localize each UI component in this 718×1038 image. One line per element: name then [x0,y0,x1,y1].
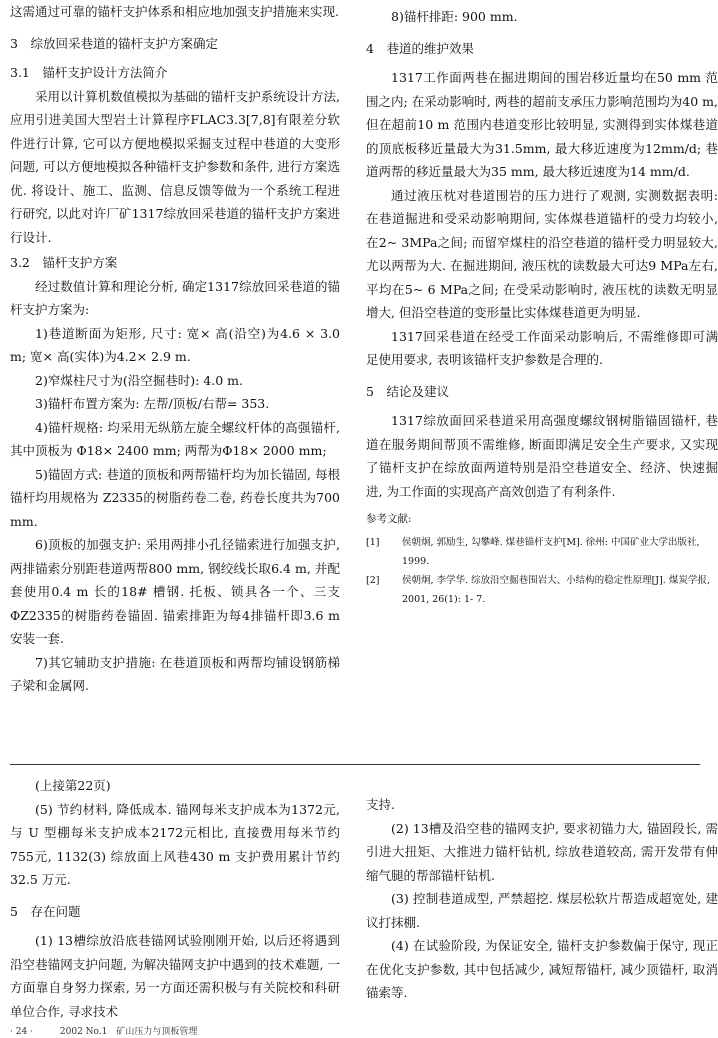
section-5-paragraph: 1317综放面回采巷道采用高强度螺纹钢树脂锚固锚杆, 巷道在服务期间帮顶不需维修, 断面即满足安全生产要求, 又实现了锚杆支护在综放面两道特别是沿空巷道安全、经济、快速掘进, 为工作面的实现高产高效创造了有利条件. [366,413,718,499]
section-4-paragraph-1: 1317工作面两巷在掘进期间的围岩移近量均在50 mm 范围之内; 在采动影响时, 两巷的超前支承压力影响范围均为40 m, 但在超前10 m 范围内巷道变形比较明显, 实测得到实体煤巷道的顶底板移近量最大为31.5mm, 最大移近速度为12mm/d; 巷道两帮的移近量最大为35 mm, 最大移近速度为14 mm/d. [366,70,718,179]
list-item: 4)锚杆规格: 均采用无纵筋左旋全螺纹杆体的高强锚杆, 其中顶板为 Φ18× 2400 mm; 两帮为Φ18× 2000 mm; [10,419,340,458]
section-3-2-paragraph: 经过数值计算和理论分析, 确定1317综放回采巷道的锚杆支护方案为: [10,278,340,317]
section-3-1-heading: 3.1 锚杆支护设计方法简介 [10,65,168,80]
section-5-heading: 5 结论及建议 [366,383,449,399]
right-column [366,5,718,609]
paragraph-continuation: 支持. [366,797,395,812]
reference-item [366,571,718,609]
list-item: 3)锚杆布置方案为: 左帮/顶板/右帮= 353. [35,396,270,411]
reference-text: 侯朝炯, 郭励生, 勾攀峰. 煤巷锚杆支护[M]. 徐州: 中国矿业大学出版社, 1999. [402,537,700,567]
problem-2-paragraph: (2) 13槽及沿空巷的锚网支护, 要求初锚力大, 锚固段长, 需引进大扭矩、大推进力锚杆钻机, 综放巷道较高, 需开发带有伸缩气腿的帮部锚杆钻机. [366,820,718,883]
reference-item [366,533,718,571]
list-item: 7)其它辅助支护措施: 在巷道顶板和两帮均铺设钢筋梯子梁和金属网. [10,654,340,693]
list-item: 5)锚固方式: 巷道的顶板和两帮锚杆均为加长锚固, 每根锚杆均用规格为 Z2335的树脂药卷二卷, 药卷长度共为700 mm. [10,466,340,529]
section-4-paragraph-2: 通过液压枕对巷道围岩的压力进行了观测, 实测数据表明: 在巷道掘进和受采动影响期间, 实体煤巷道锚杆的受力均较小, 在2~ 3MPa之间; 而留窄煤柱的沿空巷道的锚杆受力明显较大, 尤以两帮为大. 在掘进期间, 液压枕的读数最大可达9 MPa左右, 平均在5~ 6 MPa之间; 在受采动影响时, 液压枕的读数无明显增大, 但沿空巷道的变形量比实体煤巷道更为明显. [366,187,718,320]
section-3-2-heading: 3.2 锚杆支护方案 [10,255,118,270]
reference-number: [1] [366,537,380,548]
problem-1-paragraph: (1) 13槽综放沿底巷锚网试验刚刚开始, 以后还将遇到沿空巷锚网支护问题, 为解决锚网支护中遇到的技术难题, 一方面靠自身努力探索, 另一方面还需积极与有关院校和科研单位合作, 寻求技术 [10,933,340,1019]
list-item: 8)锚杆排距: 900 mm. [391,9,518,24]
bottom-right-column [366,793,718,1005]
section-divider [10,764,700,765]
reference-number: [2] [366,575,380,586]
list-item: 1)巷道断面为矩形, 尺寸: 宽× 高(沿空)为4.6 × 3.0 m; 宽× 高(实体)为4.2× 2.9 m. [10,325,340,364]
paragraph-5-savings: (5) 节约材料, 降低成本. 锚网每米支护成本为1372元, 与 U 型棚每米支护成本2172元相比, 直接费用每米节约755元, 1132(3) 综放面上风巷430 m 支护费用累计节约32.5 万元. [10,801,340,887]
left-column [10,0,340,698]
problem-3-paragraph: (3) 控制巷道成型, 严禁超挖. 煤层松软片帮造成超宽处, 建议打抹棚. [366,891,718,930]
list-item: 6)顶板的加强支护: 采用两排小孔径锚索进行加强支护, 两排锚索分别距巷道两帮800 mm, 钢绞线长取6.4 m, 并配套使用0.4 m 长的18# 槽钢. 托板、锁具各一个、三支 ΦZ2335的树脂药卷锚固. 锚索排距为每4排锚杆即3.6 m 安装一套. [10,537,340,646]
section-3-heading: 3 综放回采巷道的锚杆支护方案确定 [10,35,218,51]
problem-4-paragraph: (4) 在试验阶段, 为保证安全, 锚杆支护参数偏于保守, 现正在优化支护参数, 其中包括减少, 减短帮锚杆, 减少顶锚杆, 取消锚索等. [366,938,718,1000]
reference-text: 侯朝炯, 李学华. 综放沿空掘巷围岩大、小结构的稳定性原理[J]. 煤炭学报, 2001, 26(1): 1- 7. [402,575,710,605]
section-4-heading: 4 巷道的维护效果 [366,40,474,56]
bottom-left-column [10,774,340,1023]
section-3-1-paragraph: 采用以计算机数值模拟为基础的锚杆支护系统设计方法, 应用引进美国大型岩土计算程序FLAC3.3[7,8]有限差分软件进行计算, 它可以方便地模拟采掘支过程中巷道的大变形问题, 可以方便地模拟各种锚杆支护参数和条件, 进行方案选优. 将设计、施工、监测、信息反馈等做为一个系统工程进行研究, 以此对许厂矿1317综放回采巷道的锚杆支护方案进行设计. [10,88,340,245]
continuation-note: (上接第22页) [35,778,111,793]
paragraph-intro-end: 这需通过可靠的锚杆支护体系和相应地加强支护措施来实现. [10,4,339,19]
references-title: 参考文献: [366,513,412,525]
page-footer: · 24 · 2002 No.1 矿山压力与顶板管理 [10,1027,198,1037]
section-4-paragraph-3: 1317回采巷道在经受工作面采动影响后, 不需维修即可满足使用要求, 表明该锚杆支护参数是合理的. [366,328,718,367]
section-5-problems-heading: 5 存在问题 [10,903,81,919]
list-item: 2)窄煤柱尺寸为(沿空掘巷时): 4.0 m. [35,372,243,388]
